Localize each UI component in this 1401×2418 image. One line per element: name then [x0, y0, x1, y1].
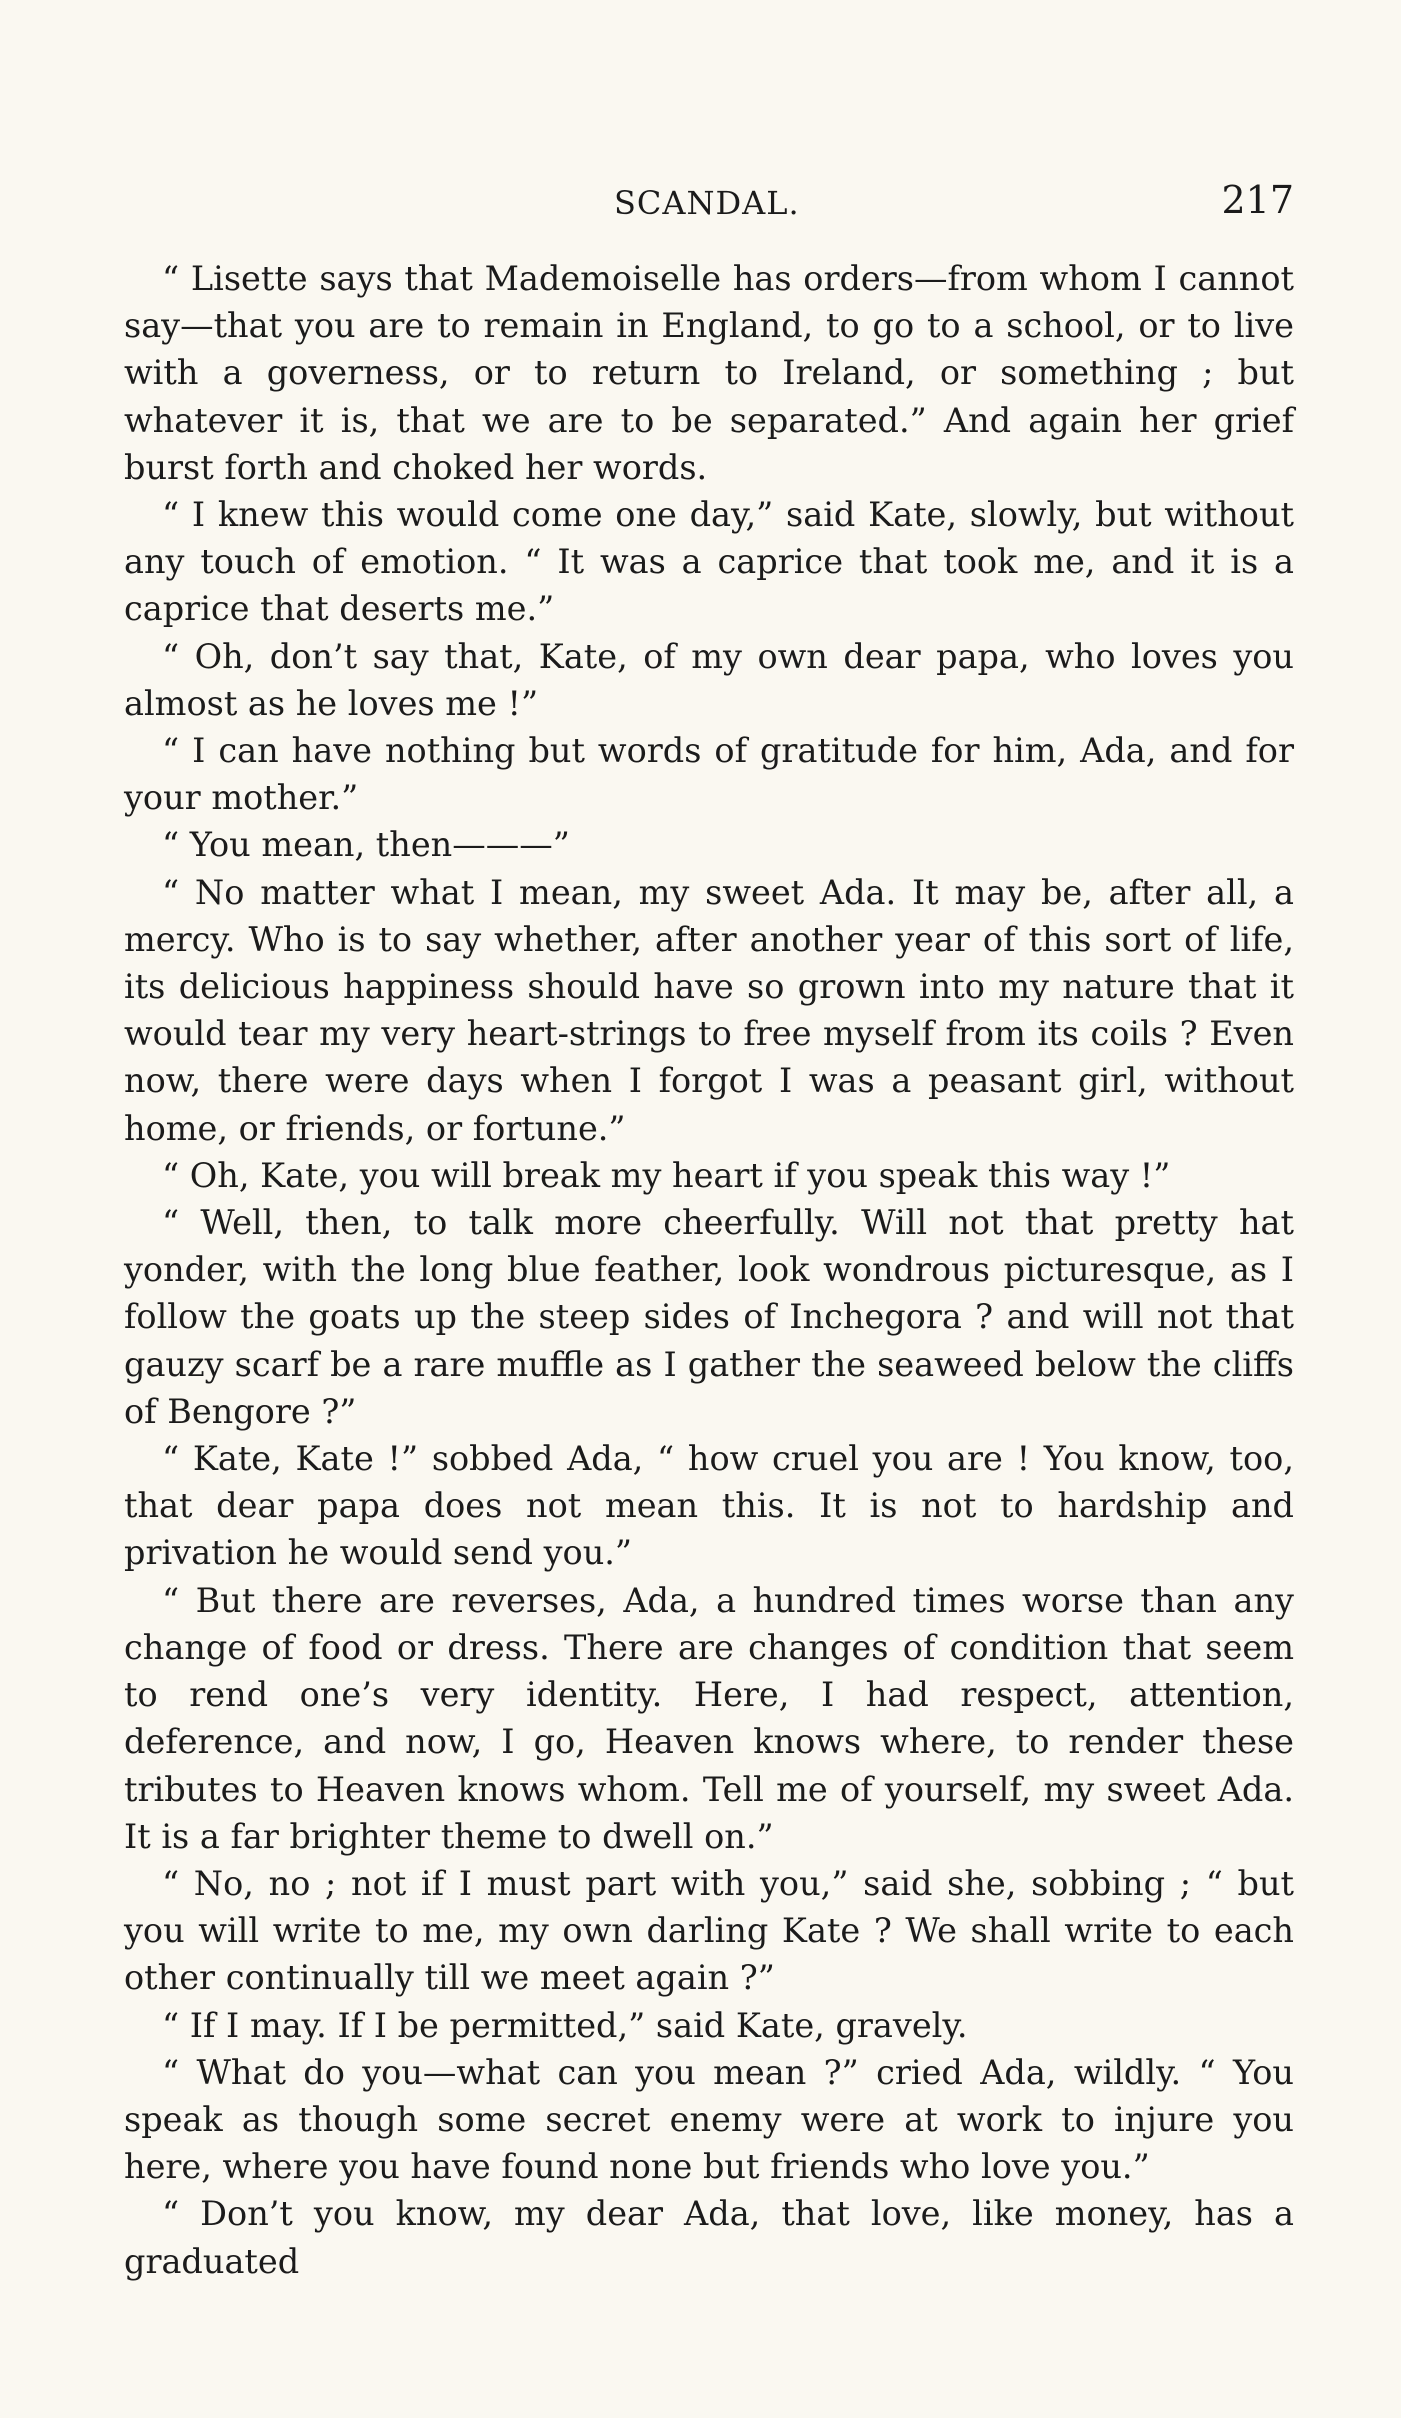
- paragraph: “ No matter what I mean, my sweet Ada. It may be, after all, a mercy. Who is to say whether, after another year of this sort of life, its delicious happiness should have so grown into my nature that it would tear my very heart-strings to free myself from its coils ? Even now, there were days when I forgot I was a peasant girl, without home, or friends, or fortune.”: [124, 872, 1294, 1148]
- page-number: 217: [1221, 178, 1294, 222]
- body-text: [124, 255, 1294, 2285]
- paragraph: “ Kate, Kate !” sobbed Ada, “ how cruel you are ! You know, too, that dear papa does not mean this. It is not to hardship and privation he would send you.”: [124, 1439, 1294, 1573]
- paragraph: “ Don’t you know, my dear Ada, that love, like money, has a graduated: [124, 2194, 1294, 2281]
- page-header: [124, 178, 1294, 228]
- paragraph: “ No, no ; not if I must part with you,” said she, sobbing ; “ but you will write to me, my own darling Kate ? We shall write to each other continually till we meet again ?”: [124, 1863, 1294, 1998]
- paragraph: “ I can have nothing but words of gratitude for him, Ada, and for your mother.”: [124, 731, 1294, 818]
- paragraph: “ Lisette says that Mademoiselle has orders—from whom I cannot say—that you are to remain in England, to go to a school, or to live with a governess, or to return to Ireland, or something ; but whatever it is, that we are to be separated.” And again her grief burst forth and choked her words.: [124, 259, 1294, 487]
- paragraph: “ What do you—what can you mean ?” cried Ada, wildly. “ You speak as though some secret enemy were at work to injure you here, where you have found none but friends who love you.”: [124, 2052, 1294, 2187]
- paragraph: “ I knew this would come one day,” said Kate, slowly, but without any touch of emotion. “ It was a caprice that took me, and it is a caprice that deserts me.”: [124, 495, 1294, 629]
- running-head: SCANDAL.: [614, 184, 800, 222]
- paragraph: “ Oh, don’t say that, Kate, of my own dear papa, who loves you almost as he loves me !”: [124, 636, 1294, 723]
- paragraph: “ But there are reverses, Ada, a hundred times worse than any change of food or dress. There are changes of condition that seem to rend one’s very identity. Here, I had respect, attention, deference, and now, I go, Heaven knows where, to render these tributes to Heaven knows whom. Tell me of yourself, my sweet Ada. It is a far brighter theme to dwell on.”: [124, 1580, 1294, 1856]
- paragraph: “ If I may. If I be permitted,” said Kate, gravely.: [162, 2005, 968, 2045]
- paragraph: “ Well, then, to talk more cheerfully. Will not that pretty hat yonder, with the long blue feather, look wondrous picturesque, as I follow the goats up the steep sides of Inchegora ? and will not that gauzy scarf be a rare muffle as I gather the seaweed below the cliffs of Bengore ?”: [124, 1203, 1294, 1431]
- paragraph: “ You mean, then———”: [162, 825, 570, 865]
- paragraph: “ Oh, Kate, you will break my heart if you speak this way !”: [162, 1155, 1171, 1195]
